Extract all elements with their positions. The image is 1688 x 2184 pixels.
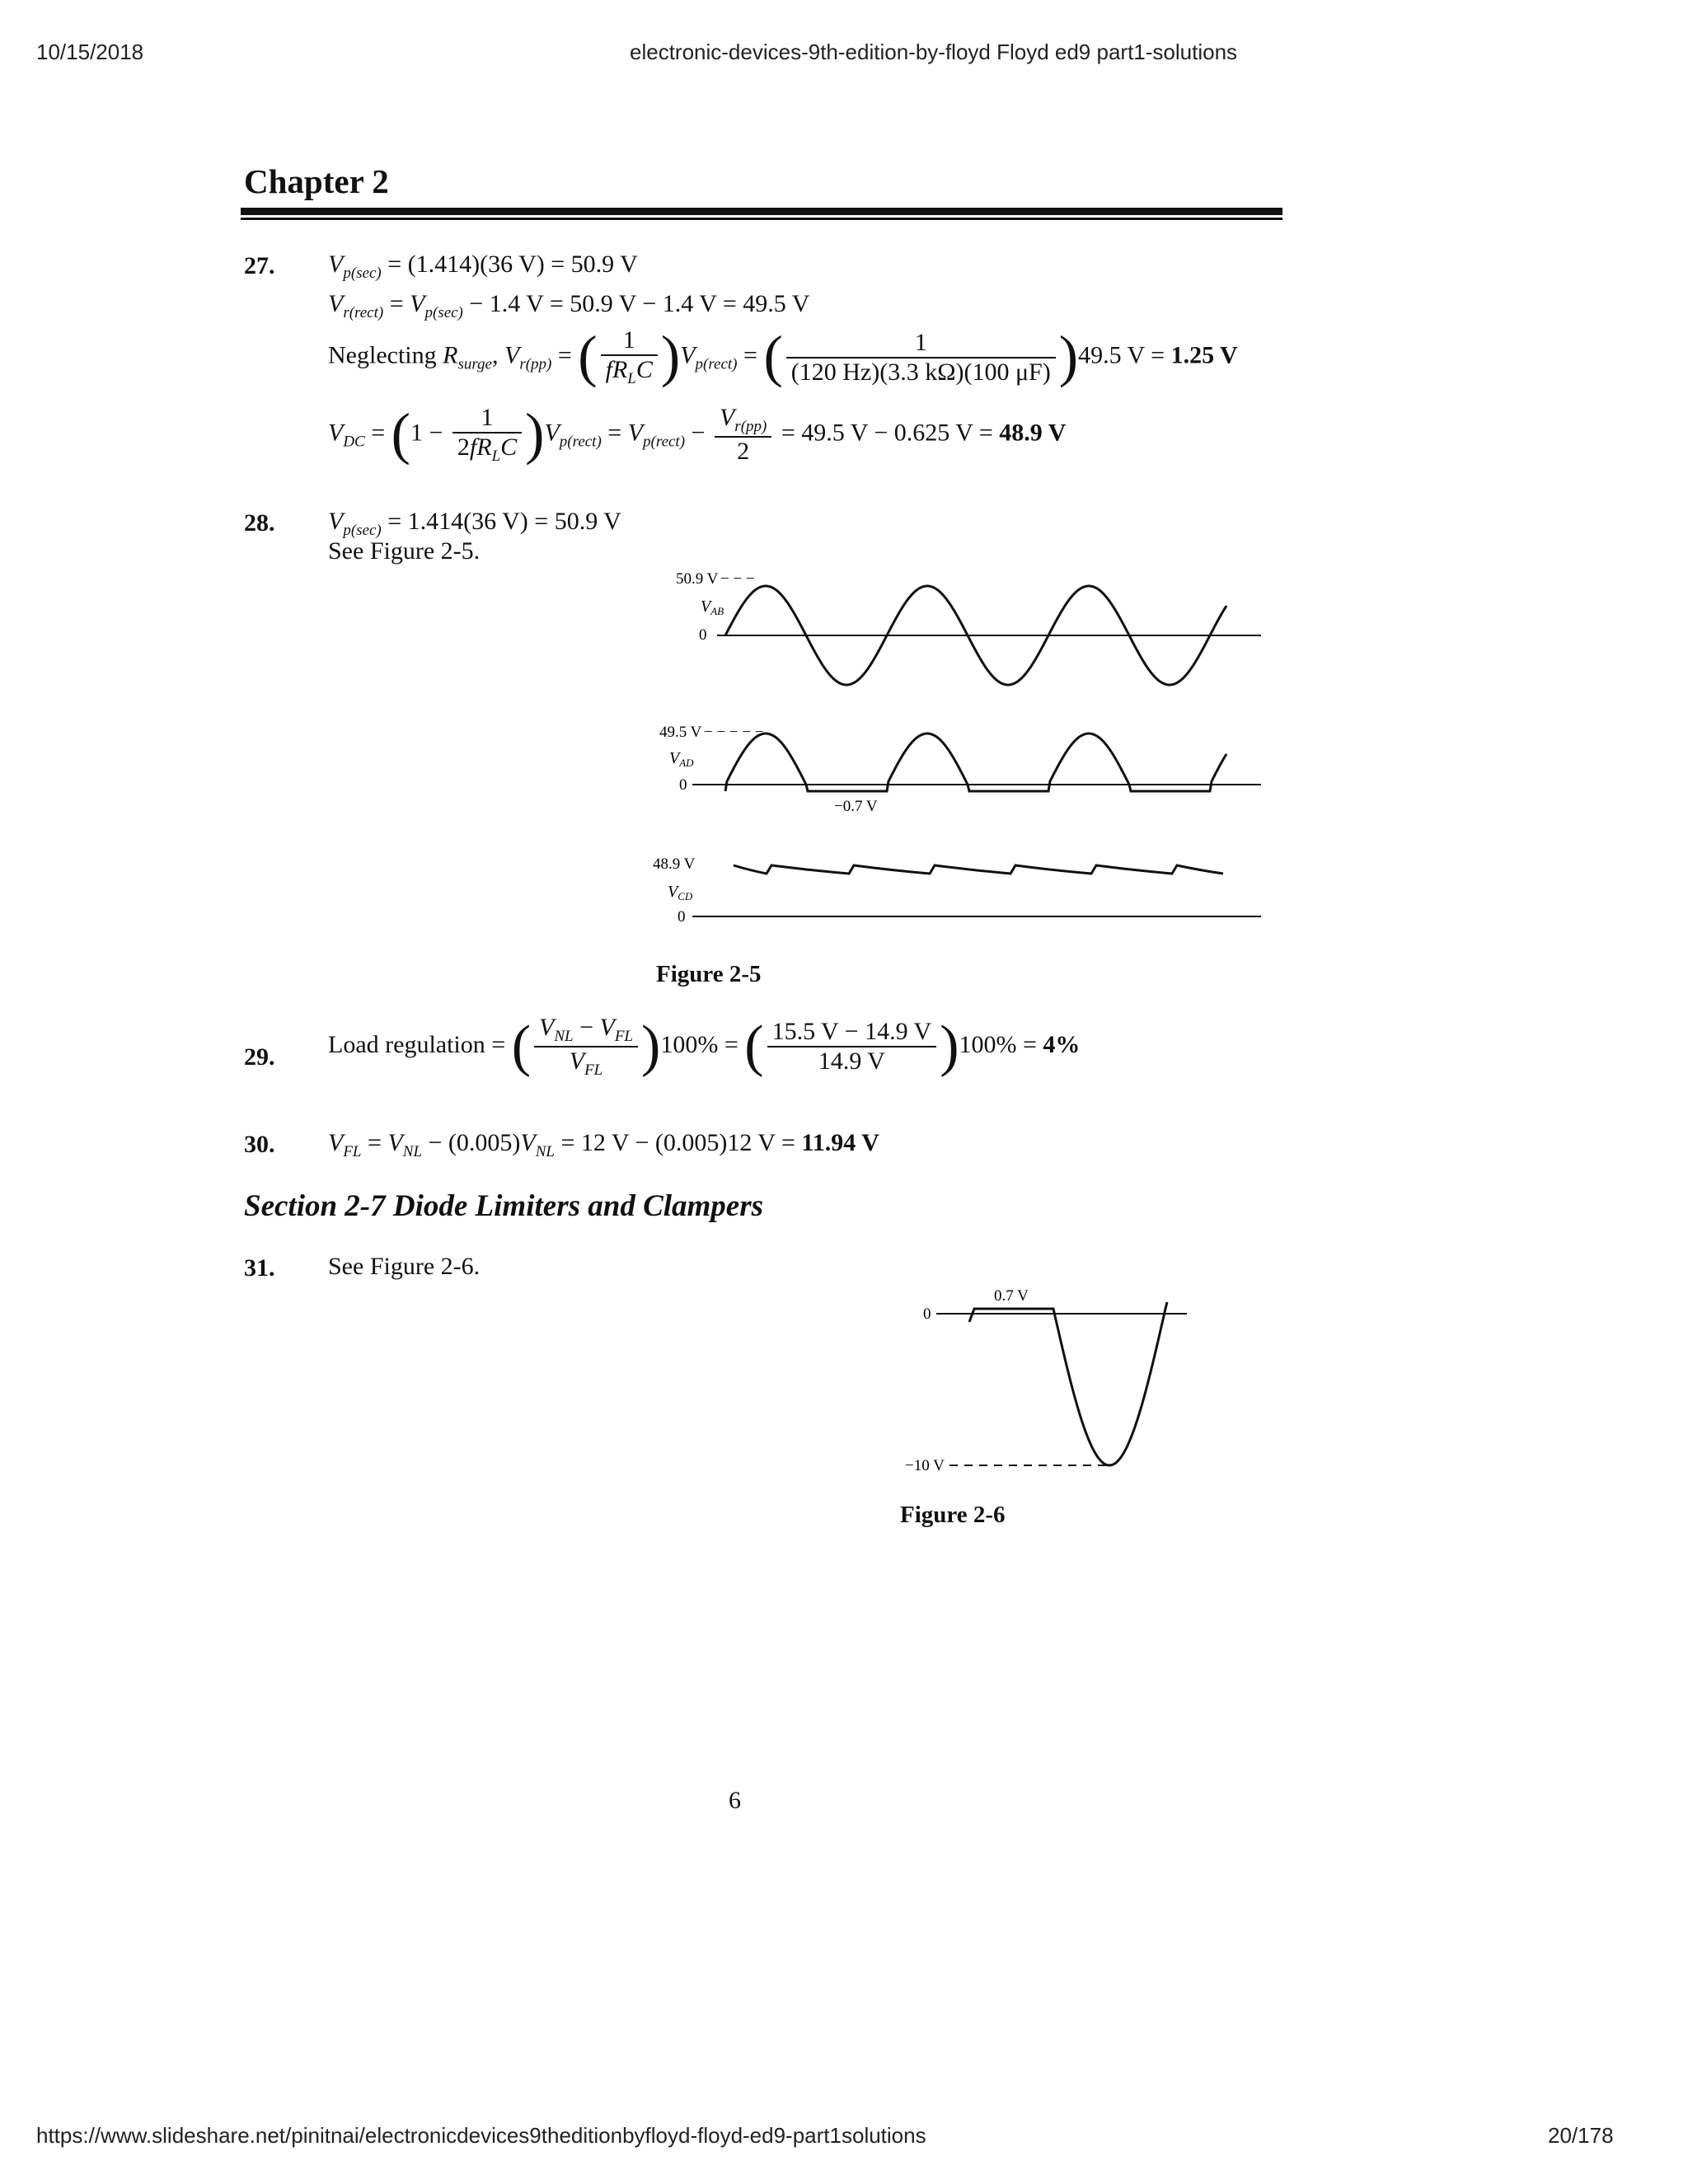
document-title: electronic-devices-9th-edition-by-floyd Floyd ed9 part1-solutions: [630, 40, 1238, 64]
p27-line3: Neglecting $R_{surge}$, $V_{r(pp)}$ = ( $\frac{1}{fR_LC}$ )$V_{p(rect)}$ = ( $\frac{1}{(120 Hz)(3.3 k\Omega)(100 \mu F)}$ )49.5 V = 1.25 V: [328, 325, 1238, 389]
p30-equation: $V_{FL} = V_{NL} - (0.005)V_{NL} = 12$ V − (0.005)12 V = 11.94 V: [328, 1129, 879, 1160]
p28-line1: $V_{p(sec)} = 1.414(36$ V) = 50.9 V: [328, 508, 621, 539]
clip-label: 0.7 V: [994, 1287, 1029, 1305]
clipped-waveform: [969, 1302, 1167, 1465]
print-date: 10/15/2018: [36, 40, 144, 64]
vcd-axis-label: $V_{CD}$: [668, 883, 693, 902]
figure-2-6: [898, 1282, 1212, 1488]
p28-line2: See Figure 2-5.: [328, 537, 481, 565]
page-number: 6: [729, 1787, 741, 1814]
chapter-rule-thin: [241, 218, 1282, 220]
problem-27-number: 27.: [244, 252, 275, 279]
p27-line1: $V_{p(sec)} = (1.414)(36$ V) = 50.9 V: [328, 251, 638, 282]
p31-line: See Figure 2-6.: [328, 1253, 481, 1280]
vad-rectified-wave: [725, 733, 1226, 791]
problem-30-number: 30.: [244, 1131, 275, 1158]
page-count: 20/178: [1548, 2123, 1614, 2148]
vab-peak-label: 50.9 V: [676, 570, 719, 588]
source-url[interactable]: https://www.slideshare.net/pinitnai/electronicdevices9theditionbyfloyd-floyd-ed9-part1solutions: [36, 2123, 926, 2148]
vad-axis-label: $V_{AD}$: [669, 749, 694, 769]
neg-peak-label: −10 V: [905, 1457, 945, 1474]
vab-peak-dash: − − −: [720, 570, 755, 588]
vad-neg-label: −0.7 V: [834, 798, 878, 815]
problem-28-number: 28.: [244, 509, 275, 537]
problem-31-number: 31.: [244, 1254, 275, 1282]
vab-zero-label: 0: [699, 626, 707, 644]
vab-axis-label: $V_{AB}$: [701, 598, 724, 617]
p27-line4: $V_{DC} = (1$ − $\frac{1}{2fR_LC}$ )$V_{p(rect)} = V_{p(rect)}$ − $\frac{V_{r(pp)}}{2}$ = 49.5 V − 0.625 V = 48.9 V: [328, 402, 1067, 466]
vad-peak-dash: − − − − −: [704, 724, 764, 741]
p27-line2: $V_{r(rect)} = V_{p(sec)} - 1.4$ V = 50.9 V − 1.4 V = 49.5 V: [328, 290, 810, 321]
problem-29-number: 29.: [244, 1043, 275, 1071]
vcd-ripple-wave: [734, 865, 1223, 874]
fig26-zero-label: 0: [923, 1305, 931, 1323]
section-heading: Section 2-7 Diode Limiters and Clampers: [244, 1189, 764, 1223]
figure-2-5-caption: Figure 2-5: [656, 961, 762, 987]
figure-2-6-caption: Figure 2-6: [900, 1502, 1006, 1528]
chapter-rule: [241, 208, 1282, 215]
chapter-title: Chapter 2: [244, 162, 389, 200]
p29-equation: Load regulation = ( $\frac{V_{NL} - V_{FL}}{V_{FL}}$ )100% = ( $\frac{15.5 V - 14.9 V}{14.9 V}$ )100% = 4%: [328, 1014, 1081, 1079]
vcd-zero-label: 0: [678, 908, 686, 926]
vad-zero-label: 0: [679, 776, 687, 794]
vad-peak-label: 49.5 V: [659, 724, 702, 741]
figure-2-5: [643, 560, 1269, 940]
vcd-level-label: 48.9 V: [653, 855, 696, 873]
